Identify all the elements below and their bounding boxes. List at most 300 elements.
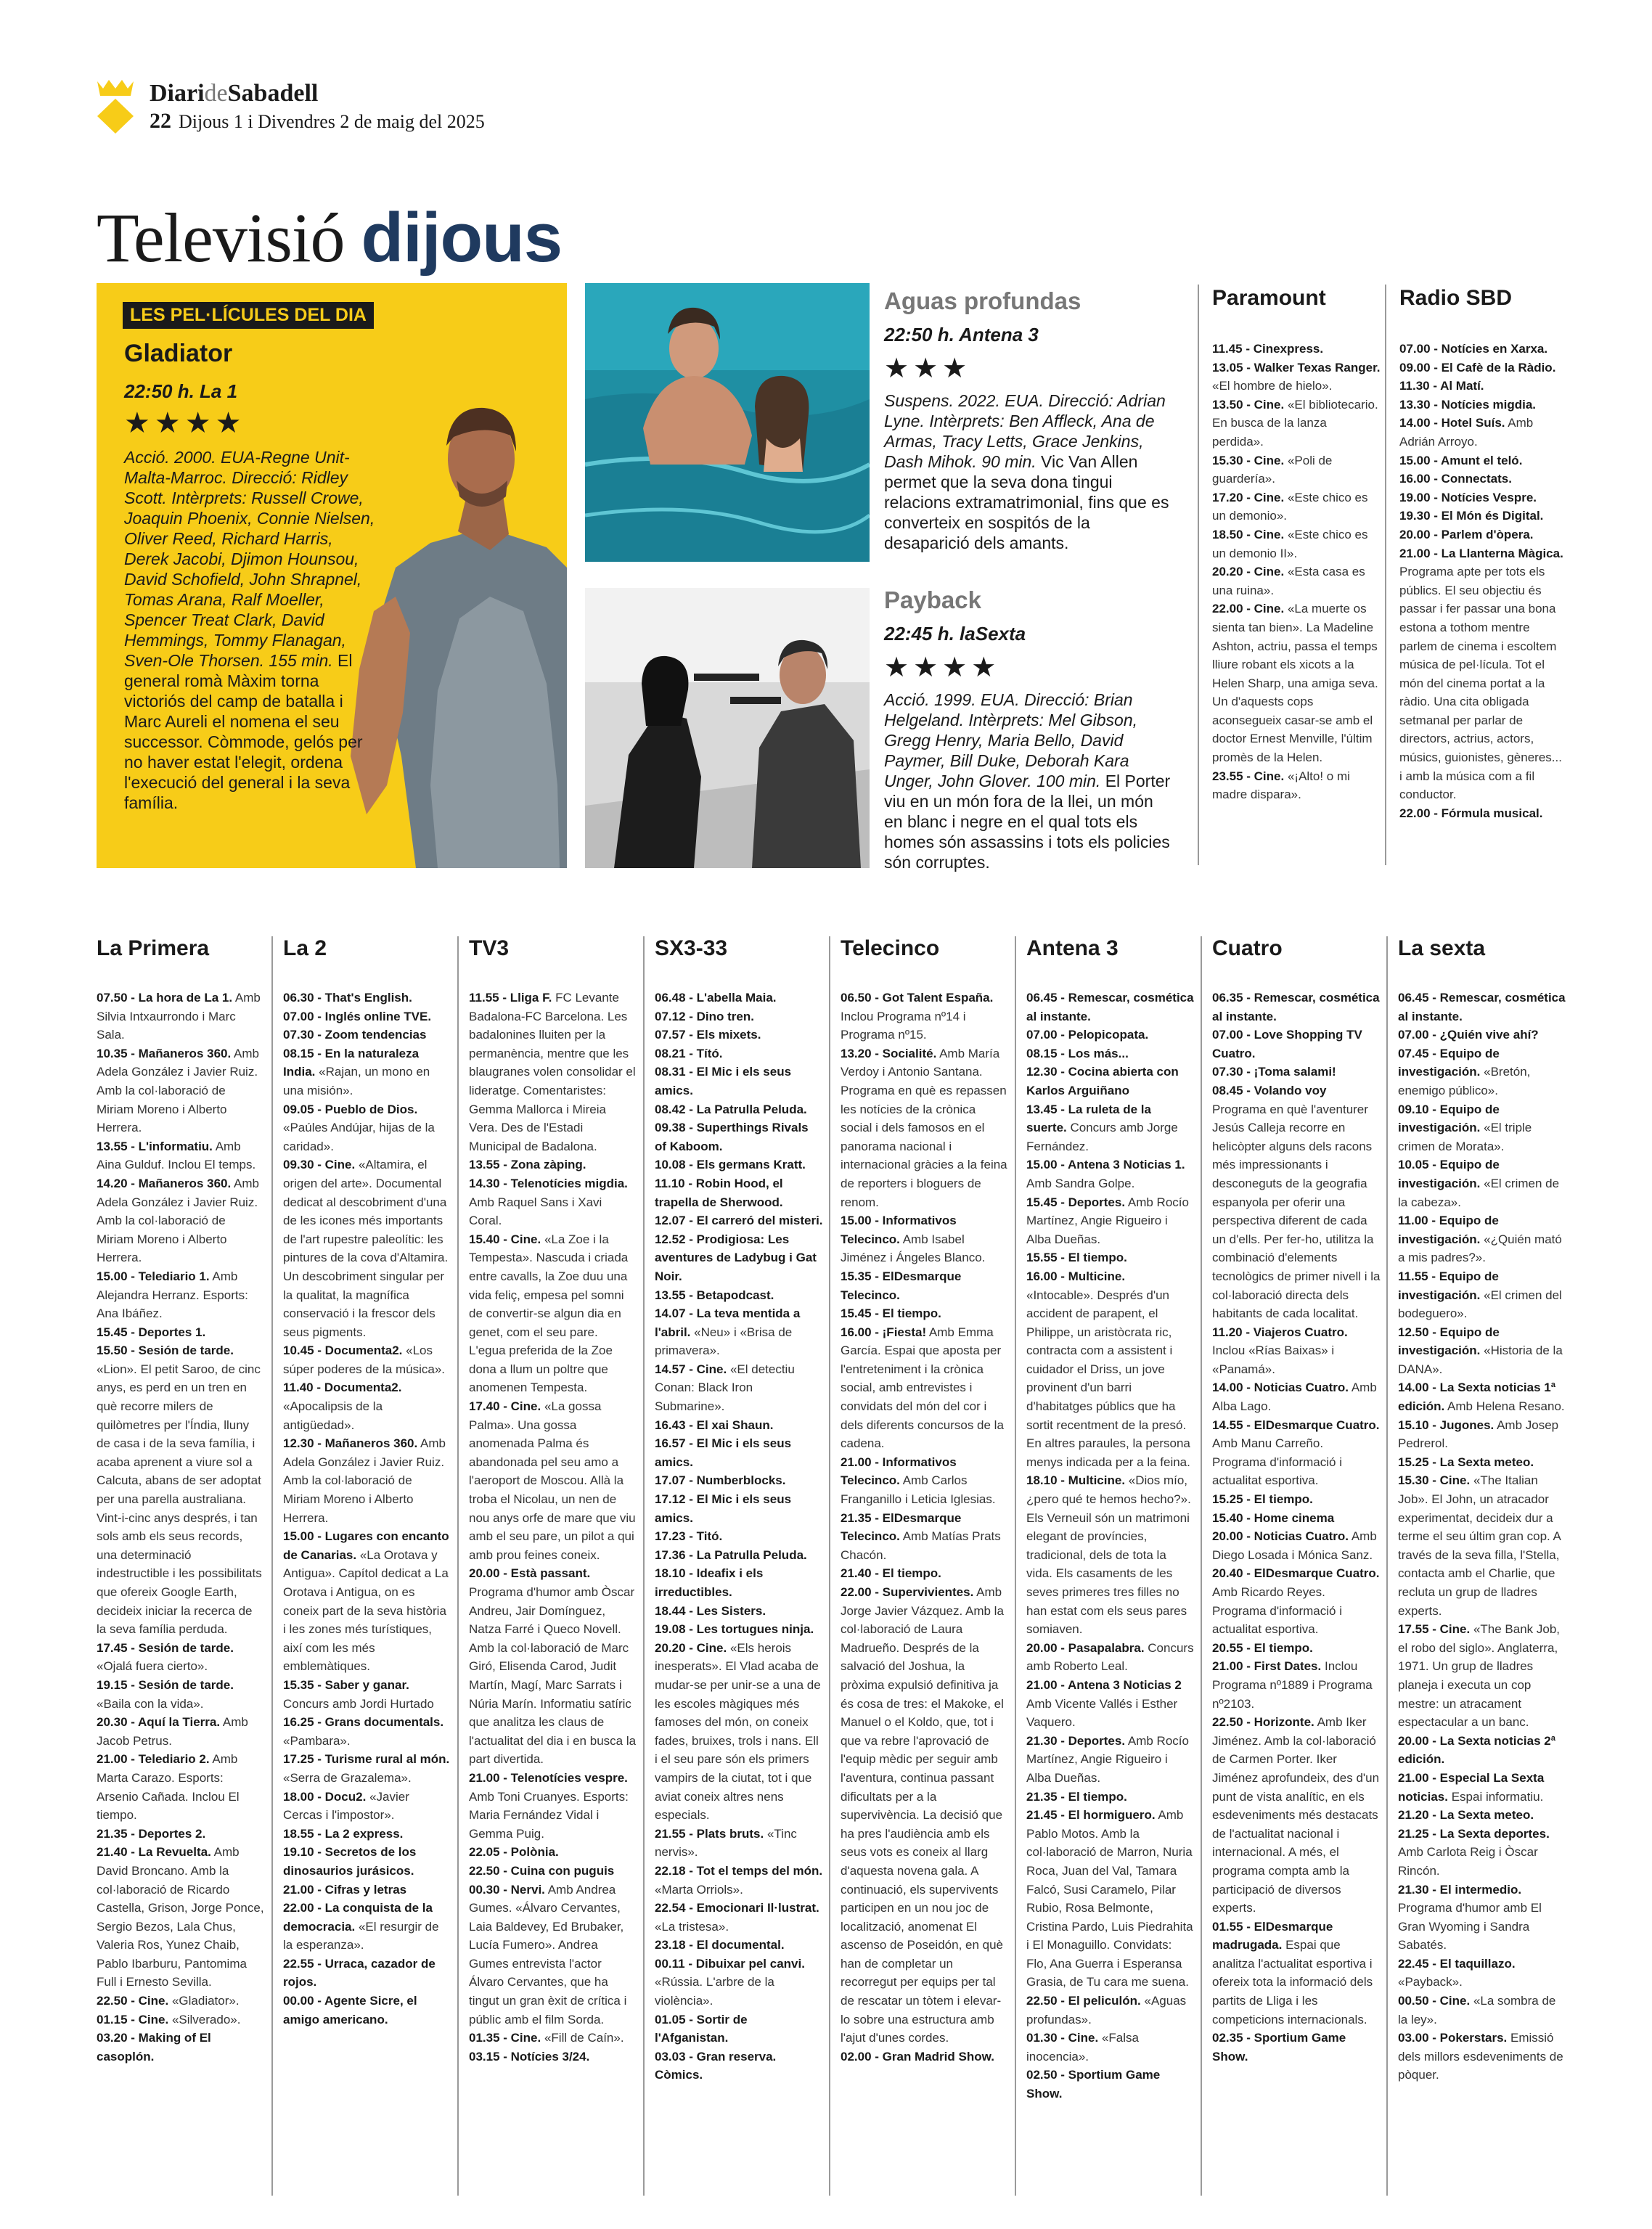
program-title: 17.20 - Cine. <box>1212 490 1285 504</box>
schedule-item <box>1399 414 1568 451</box>
schedule-item <box>655 1304 823 1360</box>
article-payback <box>884 586 1176 872</box>
schedule-item <box>97 1267 265 1323</box>
channel-name: Radio SBD <box>1399 286 1513 310</box>
program-title: 02.00 - Gran Madrid Show. <box>841 2049 994 2064</box>
channel-sx3-33 <box>655 936 823 2085</box>
program-title: 21.00 - Cifras y letras <box>283 1882 407 1897</box>
program-description: «Los súper poderes de la música». <box>283 1343 446 1376</box>
program-description: «El hombre de hielo». <box>1212 379 1333 393</box>
program-title: 15.30 - Cine. <box>1212 453 1285 467</box>
program-title: 18.50 - Cine. <box>1212 527 1285 541</box>
program-description: Concurs amb Roberto Leal. <box>1026 1640 1194 1674</box>
program-title: 00.30 - Nervi. <box>469 1882 545 1897</box>
schedule-item <box>1212 1713 1381 1918</box>
schedule-item <box>283 989 451 1007</box>
schedule-item <box>1398 1323 1566 1379</box>
program-description: «Silverado». <box>171 2012 241 2026</box>
schedule-item <box>841 2048 1009 2066</box>
program-title: 11.55 - Lliga F. <box>469 991 552 1005</box>
program-title: 16.00 - ¡Fiesta! <box>841 1325 927 1339</box>
article-star-rating: ★★★ <box>884 353 972 384</box>
schedule-item <box>283 1007 451 1026</box>
column-divider <box>643 936 645 2196</box>
schedule-item <box>97 1044 265 1137</box>
schedule-item <box>1398 1881 1566 1955</box>
schedule-item <box>469 1769 637 1843</box>
program-title: 17.25 - Turisme rural al món. <box>283 1752 450 1767</box>
program-title: 15.40 - Cine. <box>469 1232 541 1246</box>
schedule-item <box>97 1137 265 1174</box>
channel-name: La sexta <box>1398 936 1486 960</box>
program-title: 21.00 - Antena 3 Noticias 2 <box>1026 1677 1182 1692</box>
program-description: «Serra de Grazalema». <box>283 1770 412 1785</box>
schedule-item <box>1212 1416 1381 1490</box>
schedule-item <box>1212 1026 1381 1063</box>
program-title: 22.55 - Urraca, cazador de rojos. <box>283 1956 436 1989</box>
program-description: «Marta Orriols». <box>655 1882 743 1897</box>
program-title: 12.50 - Equipo de investigación. <box>1398 1325 1500 1358</box>
schedule-item <box>655 1899 823 1936</box>
program-title: 13.20 - Socialité. <box>841 1046 937 1060</box>
schedule-item <box>841 1564 1009 1583</box>
program-description: «La gossa Palma». Una gossa anomenada Palma és abandonada pel seu amo a l'aeroport de Moscou. Allà la troba el Nicolau, un nen de nou anys orfe de mare que viu amb el seu pare, un pilot a qui amb prou feines coneix. <box>469 1399 636 1562</box>
program-title: 21.40 - La Revuelta. <box>97 1845 211 1860</box>
diari-logo-icon <box>94 78 136 134</box>
schedule-item <box>283 1899 451 1955</box>
schedule-item <box>841 989 1009 1044</box>
program-title: 22.50 - El peliculón. <box>1026 1994 1141 2008</box>
channel-la-primera <box>97 936 265 2066</box>
brand-name <box>150 80 318 107</box>
schedule-item <box>655 1602 823 1621</box>
program-description: Amb David Broncano. Amb la col·laboració de Ricardo Castella, Grison, Jorge Ponce, Sergio Bezos, Lala Chus, Valeria Ros, Yunez Chaib, Pablo Ibarburu, Pantomima Full i Ernesto Sevilla. <box>97 1845 264 1989</box>
schedule-item <box>1399 544 1568 804</box>
program-title: 02.50 - Sportium Game Show. <box>1026 2068 1161 2101</box>
program-title: 11.20 - Viajeros Cuatro. <box>1212 1325 1348 1339</box>
schedule-item <box>841 1044 1009 1211</box>
schedule-item <box>655 1026 823 1044</box>
program-description: «Javier Cercas i l'impostor». <box>283 1789 409 1823</box>
program-title: 19.10 - Secretos de los dinosaurios jurásicos. <box>283 1845 417 1878</box>
schedule-item <box>283 1341 451 1378</box>
schedule-item <box>1026 2066 1195 2103</box>
schedule-item <box>469 989 637 1156</box>
channel-cuatro <box>1212 936 1381 2066</box>
program-description: Amb Toni Cruanyes. Esports: Maria Fernández Vidal i Gemma Puig. <box>469 1789 629 1841</box>
program-title: 21.20 - La Sexta meteo. <box>1398 1808 1534 1823</box>
program-description: Amb Diego Losada i Mónica Sanz. <box>1212 1529 1377 1562</box>
program-description: «¿Quién mató a mis padres?». <box>1398 1232 1562 1265</box>
program-title: 14.55 - ElDesmarque Cuatro. <box>1212 1418 1380 1432</box>
schedule-item <box>655 1063 823 1100</box>
program-description: Amb Carlota Reig i Òscar Rincón. <box>1398 1845 1538 1878</box>
program-title: 00.00 - Agente Sicre, el amigo americano. <box>283 1994 417 2026</box>
program-title: 09.10 - Equipo de investigación. <box>1398 1102 1500 1135</box>
schedule-item <box>1026 1788 1195 1807</box>
program-title: 17.23 - Titó. <box>655 1529 723 1544</box>
program-title: 18.00 - Docu2. <box>283 1789 367 1804</box>
program-description: Amb Pablo Motos. Amb la col·laboració de Marron, Nuria Roca, Juan del Val, Tamara Falcó, Susi Caramelo, Pilar Rubio, Rosa Belmonte, Cristina Pardo, Luis Piedrahita i El Monaguillo. Convidats: Flo, Ana Guerra i Esperansa Grasia, de Tu cara me suena. <box>1026 1808 1193 1989</box>
column-divider <box>1386 936 1388 2196</box>
program-title: 10.45 - Documenta2. <box>283 1343 403 1358</box>
program-description: «Neu» i «Brisa de primavera». <box>655 1325 793 1358</box>
program-description: «El resurgir de la esperanza». <box>283 1919 439 1952</box>
schedule-item <box>283 1026 451 1044</box>
schedule-item <box>1212 525 1381 563</box>
program-description: Inclou «Rías Baixas» i «Panamá». <box>1212 1343 1335 1376</box>
program-description: Concurs amb Jordi Hurtado <box>283 1696 434 1711</box>
program-description: «El crimen de la cabeza». <box>1398 1176 1560 1209</box>
program-title: 19.08 - Les tortugues ninja. <box>655 1622 814 1637</box>
program-title: 09.00 - El Cafè de la Ràdio. <box>1399 360 1556 375</box>
column-divider <box>1201 936 1202 2196</box>
schedule-item <box>1212 1527 1381 1564</box>
program-title: 14.00 - Hotel Suís. <box>1399 416 1505 430</box>
schedule-item <box>283 1955 451 1992</box>
schedule-item <box>655 1007 823 1026</box>
program-title: 20.00 - Pasapalabra. <box>1026 1640 1145 1655</box>
schedule-item <box>97 1843 265 1992</box>
payback-photo <box>585 588 870 868</box>
program-description: «Baila con la vida». <box>97 1696 204 1711</box>
program-description: Amb Iker Jiménez. Amb la col·laboració de Carmen Porter. Iker Jiménez aprofundeix, des d'un punt de vista analític, en els esdeveniments més destacats de l'actualitat nacional i internacional. A més, el programa compta amb la participació de diversos experts. <box>1212 1715 1380 1915</box>
program-title: 18.10 - Ideafix i els irreductibles. <box>655 1566 764 1599</box>
program-title: 07.45 - Equipo de investigación. <box>1398 1046 1500 1079</box>
schedule-item <box>1398 1156 1566 1211</box>
program-description: Emissió dels millors esdeveniments de pòquer. <box>1398 2031 1563 2082</box>
channel-name: La Primera <box>97 936 210 960</box>
program-description: FC Levante Badalona-FC Barcelona. Les badalonines lluiten per la permanència, mentre que les blaugranes volen consolidar el lideratge. Comentaristes: Gemma Mallorca i Mireia Vera. Des de l'Estadi Municipal de Badalona. <box>469 991 636 1153</box>
article-star-rating: ★★★★ <box>884 653 1001 683</box>
schedule-item <box>1026 989 1195 1026</box>
schedule-item <box>97 1713 265 1750</box>
schedule-item <box>841 1583 1009 2048</box>
program-description: «La tristesa». <box>655 1919 729 1934</box>
schedule-item <box>1212 767 1381 804</box>
schedule-item <box>1398 1453 1566 1472</box>
program-title: 07.00 - Love Shopping TV Cuatro. <box>1212 1028 1362 1060</box>
schedule-list <box>1398 989 1566 2085</box>
program-title: 17.45 - Sesión de tarde. <box>97 1640 234 1655</box>
program-description: «La muerte os sienta tan bien». La Madeline Ashton, actriu, passa el temps lliure robant els xicots a la Helen Sharp, una amiga seva. Un d'aquests cops aconsegueix casar-se amb el doctor Ernest Menville, l'últim promès de la Helen. <box>1212 602 1378 765</box>
program-title: 15.10 - Jugones. <box>1398 1418 1494 1432</box>
program-title: 15.30 - Cine. <box>1398 1473 1471 1488</box>
schedule-item <box>1398 1769 1566 1806</box>
schedule-item <box>1399 396 1568 414</box>
program-title: 21.30 - Deportes. <box>1026 1733 1126 1748</box>
channel-tv3 <box>469 936 637 2066</box>
schedule-item <box>469 1230 637 1397</box>
program-description: Amb Alba Lago. <box>1212 1381 1377 1414</box>
program-title: 17.36 - La Patrulla Peluda. <box>655 1547 807 1562</box>
schedule-item <box>97 1825 265 1844</box>
channel-antena-3 <box>1026 936 1195 2103</box>
program-title: 14.20 - Mañaneros 360. <box>97 1176 232 1190</box>
program-description: Amb Josep Pedrerol. <box>1398 1418 1559 1451</box>
program-description: «Intocable». Després d'un accident de parapent, el Philippe, un aristòcrata ric, contracta com a assistent i cuidador el Driss, un jove provinent d'un barri d'habitatges públics que ha sortit recentment de la presó. En altres paraules, la persona menys indicada per a la feina. <box>1026 1288 1190 1469</box>
program-title: 16.57 - El Mic i els seus amics. <box>655 1436 792 1469</box>
program-title: 21.30 - El intermedio. <box>1398 1882 1522 1897</box>
program-title: 19.30 - El Món és Digital. <box>1399 509 1544 523</box>
schedule-item <box>283 1843 451 1880</box>
feature-star-rating: ★★★★ <box>124 407 246 439</box>
program-title: 10.05 - Equipo de investigación. <box>1398 1158 1500 1190</box>
issue-date: Dijous 1 i Divendres 2 de maig del 2025 <box>179 111 485 132</box>
program-title: 01.35 - Cine. <box>469 2031 541 2045</box>
program-description: Amb Rocío Martínez, Angie Rigueiro i Alba Dueñas. <box>1026 1733 1189 1785</box>
schedule-item <box>1026 1806 1195 1992</box>
program-title: 16.00 - Multicine. <box>1026 1269 1126 1283</box>
program-title: 01.55 - ElDesmarque madrugada. <box>1212 1919 1333 1952</box>
program-title: 22.50 - Cuina con puguis <box>469 1863 615 1878</box>
schedule-list <box>97 989 265 2066</box>
program-title: 16.00 - Connectats. <box>1399 472 1512 486</box>
program-title: 22.50 - Horizonte. <box>1212 1715 1314 1730</box>
page-title-part-2: dijous <box>361 199 563 277</box>
schedule-item <box>283 1713 451 1750</box>
program-title: 07.30 - Zoom tendencias <box>283 1028 427 1042</box>
schedule-item <box>1212 1639 1381 1658</box>
program-description: Amb Carlos Franganillo i Leticia Iglesias. <box>841 1473 996 1507</box>
article-synopsis: Vic Van Allen permet que la seva dona tingui relacions extramatrimonial, fins que es converteix en sospitós de la desaparició dels amants. <box>884 452 1169 552</box>
schedule-item <box>1212 1657 1381 1713</box>
program-title: 20.00 - Està passant. <box>469 1566 591 1581</box>
program-description: «Falsa inocencia». <box>1026 2031 1139 2064</box>
schedule-item <box>655 1044 823 1063</box>
schedule-item <box>1399 507 1568 525</box>
program-title: 20.55 - El tiempo. <box>1212 1640 1313 1655</box>
schedule-item <box>841 1267 1009 1304</box>
schedule-item <box>469 1174 637 1230</box>
schedule-item <box>1398 1378 1566 1415</box>
program-description: «El crimen del bodeguero». <box>1398 1288 1562 1321</box>
schedule-item <box>283 1750 451 1787</box>
schedule-item <box>97 1323 265 1342</box>
schedule-item <box>97 989 265 1044</box>
program-title: 09.30 - Cine. <box>283 1158 356 1172</box>
page-title <box>97 197 562 278</box>
schedule-item <box>97 2029 265 2066</box>
program-description: Amb Adela González i Javier Ruiz. Amb la col·laboració de Miriam Moreno i Alberto Herrera. <box>283 1436 446 1525</box>
program-title: 15.35 - ElDesmarque Telecinco. <box>841 1269 962 1302</box>
program-description: «Pambara». <box>283 1733 351 1748</box>
program-title: 07.00 - Notícies en Xarxa. <box>1399 342 1548 356</box>
schedule-item <box>1026 1267 1195 1472</box>
program-title: 17.55 - Cine. <box>1398 1622 1471 1637</box>
program-description: «Aguas profundas». <box>1026 1994 1187 2026</box>
schedule-item <box>1026 1063 1195 1100</box>
program-description: Amb Alejandra Herranz. Esports: Ana Ibáñez. <box>97 1269 248 1321</box>
program-title: 06.50 - Got Talent España. <box>841 991 994 1005</box>
aguas-profundas-photo <box>585 283 870 562</box>
program-title: 13.45 - La ruleta de la suerte. <box>1026 1102 1151 1135</box>
program-title: 00.11 - Dibuixar pel canvi. <box>655 1956 805 1971</box>
schedule-item <box>655 1546 823 1565</box>
schedule-item <box>655 1211 823 1230</box>
program-title: 14.30 - Telenotícies migdia. <box>469 1176 628 1190</box>
schedule-item <box>1212 1063 1381 1081</box>
schedule-item <box>283 1100 451 1156</box>
program-description: Espai que analitza l'actualitat esportiva i ofereix tota la informació dels partits de Lliga i les competicions internacionals. <box>1212 1938 1373 2026</box>
schedule-item <box>841 1323 1009 1453</box>
program-description: Programa d'humor amb El Gran Wyoming i Sandra Sabatés. <box>1398 1901 1542 1952</box>
program-title: 07.12 - Dino tren. <box>655 1009 754 1023</box>
schedule-item <box>1212 488 1381 525</box>
schedule-list <box>469 989 637 2066</box>
schedule-item <box>1212 451 1381 488</box>
schedule-item <box>283 1434 451 1527</box>
program-title: 01.15 - Cine. <box>97 2012 169 2026</box>
schedule-item <box>1026 1026 1195 1044</box>
feature-film-credits: Acció. 2000. EUA-Regne Unit-Malta-Marroc. Direcció: Ridley Scott. Intèrprets: Russell Crowe, Joaquin Phoenix, Connie Nielsen, Oliver Reed, Richard Harris, Derek Jacobi, Djimon Hounsou, David Schofield, John Shrapnel, Tomas Arana, Ralf Moeller, Spencer Treat Clark, David Hemmings, Tommy Flanagan, Sven-Ole Thorsen. 155 min. <box>124 448 375 670</box>
schedule-item <box>841 1211 1009 1267</box>
schedule-item <box>1398 1211 1566 1267</box>
program-description: «Fill de Caín». <box>544 2031 624 2045</box>
channel-name: Antena 3 <box>1026 936 1119 960</box>
program-title: 22.00 - Fórmula musical. <box>1399 806 1543 820</box>
schedule-item <box>1026 1100 1195 1156</box>
schedule-item <box>1398 989 1566 1026</box>
schedule-item <box>469 1862 637 1881</box>
program-title: 11.45 - Cinexpress. <box>1212 342 1324 356</box>
schedule-item <box>283 1825 451 1844</box>
program-title: 19.15 - Sesión de tarde. <box>97 1677 234 1692</box>
payback-scene-image <box>585 588 870 868</box>
program-title: 11.10 - Robin Hood, el trapella de Sherwood. <box>655 1176 783 1209</box>
schedule-item <box>1398 1267 1566 1323</box>
article-aguas-profundas <box>884 287 1176 553</box>
program-title: 08.15 - Los más... <box>1026 1046 1129 1060</box>
program-title: 20.20 - Cine. <box>1212 565 1285 579</box>
program-title: 20.30 - Aquí la Tierra. <box>97 1715 221 1730</box>
program-description: «Bretón, enemigo público». <box>1398 1065 1531 1097</box>
program-title: 06.45 - Remescar, cosmética al instante. <box>1398 991 1566 1023</box>
schedule-item <box>1212 359 1381 396</box>
schedule-item <box>283 1992 451 2029</box>
schedule-item <box>283 1788 451 1825</box>
channel-la-sexta <box>1398 936 1566 2085</box>
schedule-item <box>1026 1044 1195 1063</box>
program-description: «Payback». <box>1398 1975 1463 1989</box>
program-description: «Rajan, un mono en una misión». <box>283 1065 430 1097</box>
schedule-item <box>469 1881 637 2029</box>
schedule-item <box>97 1639 265 1676</box>
program-title: 21.00 - La Llanterna Màgica. <box>1399 546 1563 560</box>
program-description: Amb Adrián Arroyo. <box>1399 416 1534 449</box>
program-title: 08.31 - El Mic i els seus amics. <box>655 1065 792 1097</box>
schedule-item <box>1399 359 1568 377</box>
program-title: 21.35 - El tiempo. <box>1026 1789 1127 1804</box>
program-description: Amb Aina Gulduf. Inclou El temps. <box>97 1139 256 1172</box>
schedule-item <box>1212 1564 1381 1638</box>
program-description: Amb Isabel Jiménez i Ángeles Blanco. <box>841 1232 986 1265</box>
schedule-item <box>655 2011 823 2048</box>
program-title: 16.25 - Grans documentals. <box>283 1715 444 1730</box>
program-description: Amb Rocío Martínez, Angie Rigueiro i Alba Dueñas. <box>1026 1195 1189 1246</box>
program-title: 15.00 - Antena 3 Noticias 1. <box>1026 1158 1185 1172</box>
schedule-list <box>1212 340 1381 804</box>
program-title: 13.05 - Walker Texas Ranger. <box>1212 360 1381 375</box>
schedule-item <box>655 1156 823 1174</box>
featured-film-box <box>97 283 567 868</box>
program-description: Concurs amb Jorge Fernández. <box>1026 1121 1178 1153</box>
program-title: 13.50 - Cine. <box>1212 397 1285 412</box>
program-description: «Ojalá fuera cierto». <box>97 1659 208 1674</box>
schedule-item <box>655 2048 823 2085</box>
schedule-item <box>97 2011 265 2029</box>
program-description: «The Italian Job». El John, un atracador experimentat, decideix dur a terme el seu últim gran cop. A través de la seva filla, l'Stella, contacta amb el Charlie, que recluta un grup de lladres experts. <box>1398 1473 1561 1618</box>
program-description: Amb Helena Resano. <box>1447 1399 1565 1414</box>
program-title: 15.25 - El tiempo. <box>1212 1492 1313 1507</box>
program-description: «The Bank Job, el robo del siglo». Anglaterra, 1971. Un grup de lladres planeja i executa un cop mestre: un atracament espectacular a un banc. <box>1398 1622 1561 1730</box>
program-title: 15.45 - Deportes. <box>1026 1195 1126 1209</box>
program-title: 21.00 - Especial La Sexta noticias. <box>1398 1770 1545 1804</box>
program-description: Amb María Verdoy i Antonio Santana. Programa en què es repassen les notícies de la crònica social i dels famosos en el panorama nacional i internacional gràcies a la feina de reporters i bloguers de renom. <box>841 1046 1007 1209</box>
column-divider <box>1385 285 1386 865</box>
program-description: «Este chico es un demonio». <box>1212 490 1368 523</box>
program-description: Amb Silvia Intxaurrondo i Marc Sala. <box>97 991 261 1042</box>
channel-name: Cuatro <box>1212 936 1283 960</box>
schedule-item <box>1399 340 1568 359</box>
schedule-item <box>655 1639 823 1825</box>
program-title: 18.55 - La 2 express. <box>283 1826 404 1841</box>
program-title: 15.35 - Saber y ganar. <box>283 1677 409 1692</box>
program-title: 23.18 - El documental. <box>655 1938 785 1952</box>
program-description: «El bibliotecario. En busca de la lanza perdida». <box>1212 397 1378 449</box>
program-title: 18.10 - Multicine. <box>1026 1473 1126 1488</box>
program-title: 08.42 - La Patrulla Peluda. <box>655 1102 807 1116</box>
brand-part-3: Sabadell <box>227 80 319 107</box>
schedule-item <box>655 1230 823 1286</box>
program-description: Programa d'humor amb Òscar Andreu, Jair Domínguez, Natza Farré i Queco Novell. Amb la col·laboració de Marc Giró, Elisenda Carod, Judit Martín, Magí, Marc Sarrats i Núria Marín. Informatiu satíric que analitza les claus de l'actualitat del dia i en busca la part divertida. <box>469 1585 637 1767</box>
schedule-item <box>655 1174 823 1211</box>
program-title: 15.40 - Home cinema <box>1212 1510 1335 1525</box>
schedule-item <box>1398 1620 1566 1732</box>
program-title: 22.54 - Emocionari Il·lustrat. <box>655 1901 819 1915</box>
article-text <box>884 390 1176 553</box>
program-title: 21.25 - La Sexta deportes. <box>1398 1826 1550 1841</box>
schedule-item <box>1212 1081 1381 1323</box>
schedule-item <box>1398 1992 1566 2029</box>
program-title: 01.05 - Sortir de l'Afganistan. <box>655 2012 748 2045</box>
schedule-item <box>1212 563 1381 600</box>
schedule-item <box>655 1100 823 1119</box>
program-title: 14.00 - La Sexta noticias 1ª edición. <box>1398 1381 1556 1414</box>
schedule-item <box>1399 451 1568 470</box>
schedule-item <box>1398 2029 1566 2085</box>
program-title: 07.00 - Pelopicopata. <box>1026 1028 1149 1042</box>
schedule-item <box>1398 1825 1566 1881</box>
program-title: 08.21 - Tító. <box>655 1046 723 1060</box>
schedule-item <box>655 1471 823 1490</box>
program-description: «Tinc nervis». <box>655 1826 797 1860</box>
schedule-item <box>655 1564 823 1601</box>
program-title: 14.07 - La teva mentida a l'abril. <box>655 1306 801 1339</box>
schedule-item <box>1399 377 1568 396</box>
page-number: 22 <box>150 109 171 133</box>
schedule-list <box>1212 989 1381 2066</box>
program-description: «Este chico es un demonio II». <box>1212 527 1368 560</box>
program-title: 19.00 - Notícies Vespre. <box>1399 490 1537 504</box>
program-description: Amb Vicente Vallés i Esther Vaquero. <box>1026 1696 1178 1730</box>
schedule-item <box>1398 1026 1566 1044</box>
schedule-item <box>97 1992 265 2011</box>
page-title-part-1: Televisió <box>97 199 345 277</box>
program-title: 08.45 - Volando voy <box>1212 1083 1327 1097</box>
program-title: 12.30 - Cocina abierta con Karlos Arguiñano <box>1026 1065 1179 1097</box>
column-divider <box>1015 936 1016 2196</box>
